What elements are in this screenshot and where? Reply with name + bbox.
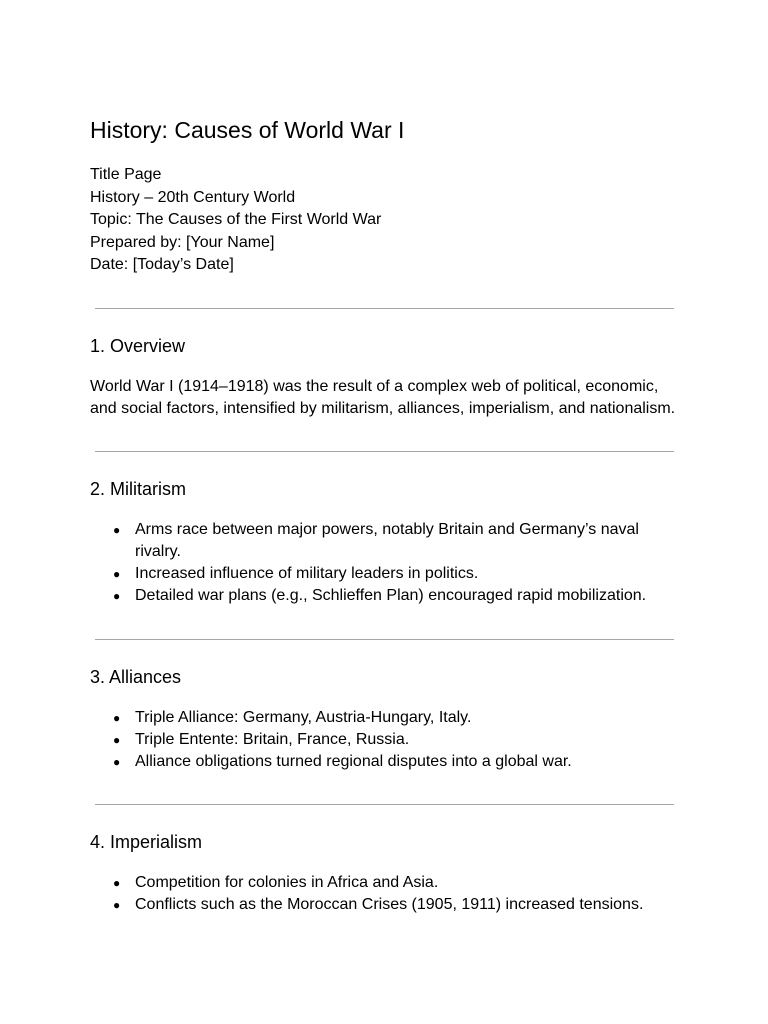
document-title: History: Causes of World War I (90, 117, 405, 143)
list-item (113, 872, 680, 894)
bullet-list (90, 707, 680, 773)
list-item-text: Alliance obligations turned regional disputes into a global war. (135, 752, 572, 770)
date-line: Date: [Today’s Date] (90, 256, 234, 273)
section-divider (95, 308, 674, 309)
bullet-icon: ● (113, 732, 121, 747)
bullet-icon: ● (113, 522, 121, 537)
list-item-text: Arms race between major powers, notably Britain and Germany’s naval rivalry. (135, 520, 639, 560)
list-item-text: Triple Alliance: Germany, Austria-Hungary, Italy. (135, 708, 472, 726)
section-heading: 2. Militarism (90, 478, 187, 499)
list-item (113, 729, 680, 751)
section-divider (95, 639, 674, 640)
list-item-text: Detailed war plans (e.g., Schlieffen Plan) encouraged rapid mobilization. (135, 586, 647, 604)
section-militarism (90, 477, 680, 639)
section-imperialism (90, 830, 680, 916)
bullet-icon: ● (113, 588, 121, 603)
section-heading: 4. Imperialism (90, 831, 203, 852)
bullet-icon: ● (113, 897, 121, 912)
section-alliances (90, 665, 680, 804)
list-item-text: Increased influence of military leaders in politics. (135, 564, 479, 582)
bullet-list (90, 519, 680, 607)
bullet-icon: ● (113, 875, 121, 890)
list-item (113, 563, 680, 585)
list-item (113, 894, 680, 916)
bullet-icon: ● (113, 710, 121, 725)
course-name: History – 20th Century World (90, 188, 296, 206)
topic-line: Topic: The Causes of the First World War (90, 211, 382, 228)
overview-paragraph: World War I (1914–1918) was the result of a complex web of political, economic, and social factors, intensified by militarism, alliances, imperialism, and nationalism. (90, 377, 676, 417)
bullet-icon: ● (113, 566, 121, 581)
list-item (113, 707, 680, 729)
list-item (113, 519, 680, 563)
section-divider (95, 804, 674, 805)
section-divider (95, 451, 674, 452)
bullet-icon: ● (113, 754, 121, 769)
title-page-block (90, 164, 680, 277)
section-heading: 1. Overview (90, 335, 186, 356)
document-body (90, 115, 680, 916)
bullet-list (90, 872, 680, 916)
list-item-text: Competition for colonies in Africa and Asia. (135, 873, 439, 891)
title-page-label: Title Page (90, 166, 162, 183)
list-item-text: Conflicts such as the Moroccan Crises (1905, 1911) increased tensions. (135, 895, 644, 913)
prepared-by-line: Prepared by: [Your Name] (90, 233, 275, 251)
list-item-text: Triple Entente: Britain, France, Russia. (135, 730, 410, 748)
list-item (113, 585, 680, 607)
section-overview (90, 334, 680, 451)
list-item (113, 751, 680, 773)
section-heading: 3. Alliances (90, 666, 182, 687)
